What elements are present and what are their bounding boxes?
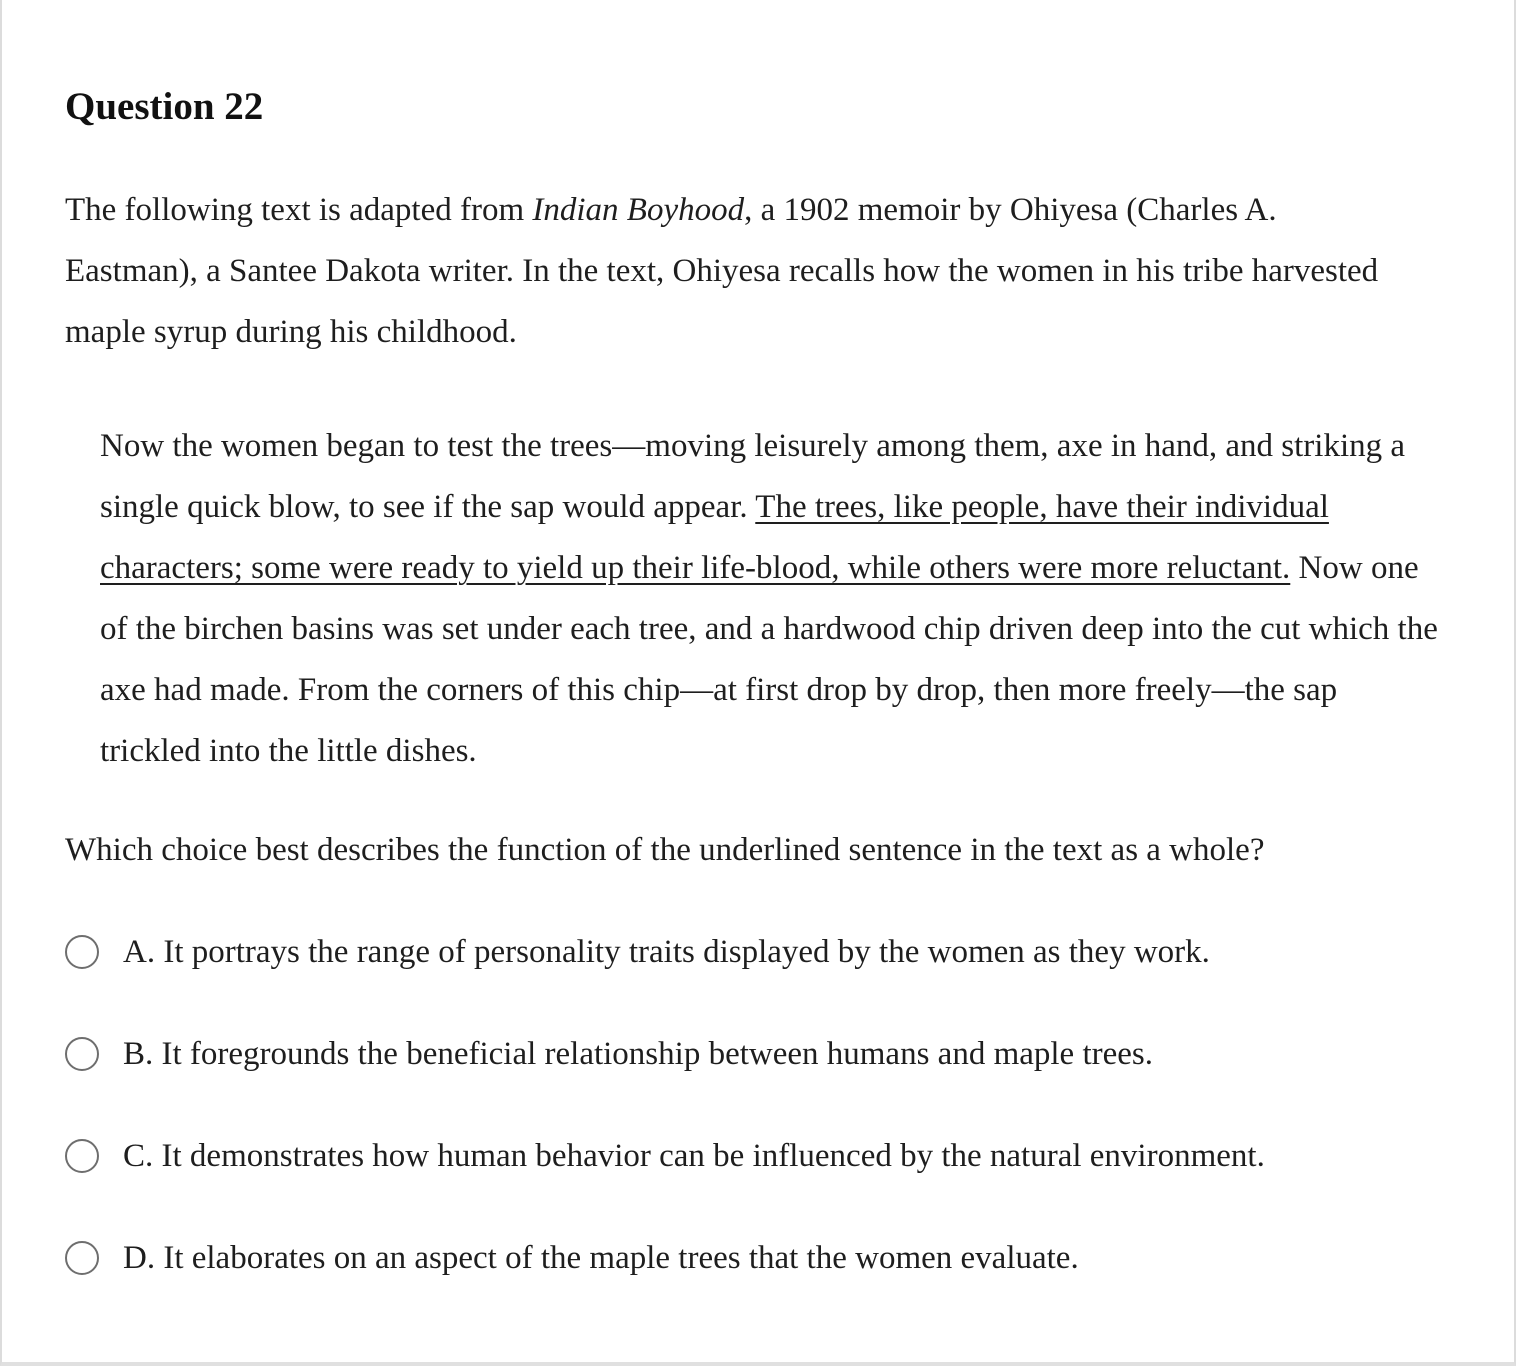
choice-b-label: B. It foregrounds the beneficial relationship between humans and maple trees. <box>123 1036 1153 1072</box>
book-title: Indian Boyhood <box>532 192 745 228</box>
radio-button-b[interactable] <box>65 1037 99 1071</box>
choice-c[interactable] <box>65 1128 1265 1184</box>
choice-d[interactable] <box>65 1230 1265 1286</box>
intro-lead: The following text is adapted from <box>65 192 533 228</box>
intro-text <box>65 180 1395 363</box>
choice-d-label: D. It elaborates on an aspect of the maple trees that the women evaluate. <box>123 1240 1079 1276</box>
choice-b[interactable] <box>65 1026 1265 1082</box>
question-title: Question 22 <box>65 85 264 128</box>
passage-rest: Now one of the birchen basins was set under each tree, and a hardwood chip driven deep into the cut which the axe had made. From the corners of this chip—at first drop by drop, then more freely—the sap trickled into the little dishes. <box>100 550 1438 769</box>
radio-button-d[interactable] <box>65 1241 99 1275</box>
passage-text <box>100 416 1440 782</box>
choice-a-label: A. It portrays the range of personality traits displayed by the women as they work. <box>123 934 1210 970</box>
passage-lead: Now the women began to test the trees—moving leisurely among them, axe in hand, and striking a single quick blow, to see if the sap would appear. <box>100 428 1406 525</box>
radio-button-c[interactable] <box>65 1139 99 1173</box>
choice-c-label: C. It demonstrates how human behavior can be influenced by the natural environment. <box>123 1138 1265 1174</box>
answer-choices <box>65 924 1265 1332</box>
choice-a[interactable] <box>65 924 1265 980</box>
question-prompt: Which choice best describes the function of the underlined sentence in the text as a whole? <box>65 832 1265 868</box>
intro-rest: , a 1902 memoir by Ohiyesa (Charles A. Eastman), a Santee Dakota writer. In the text, Ohiyesa recalls how the women in his tribe harvested maple syrup during his childhood. <box>65 192 1379 350</box>
underlined-sentence: The trees, like people, have their individual characters; some were ready to yield up their life-blood, while others were more reluctant. <box>100 489 1329 586</box>
radio-button-a[interactable] <box>65 935 99 969</box>
